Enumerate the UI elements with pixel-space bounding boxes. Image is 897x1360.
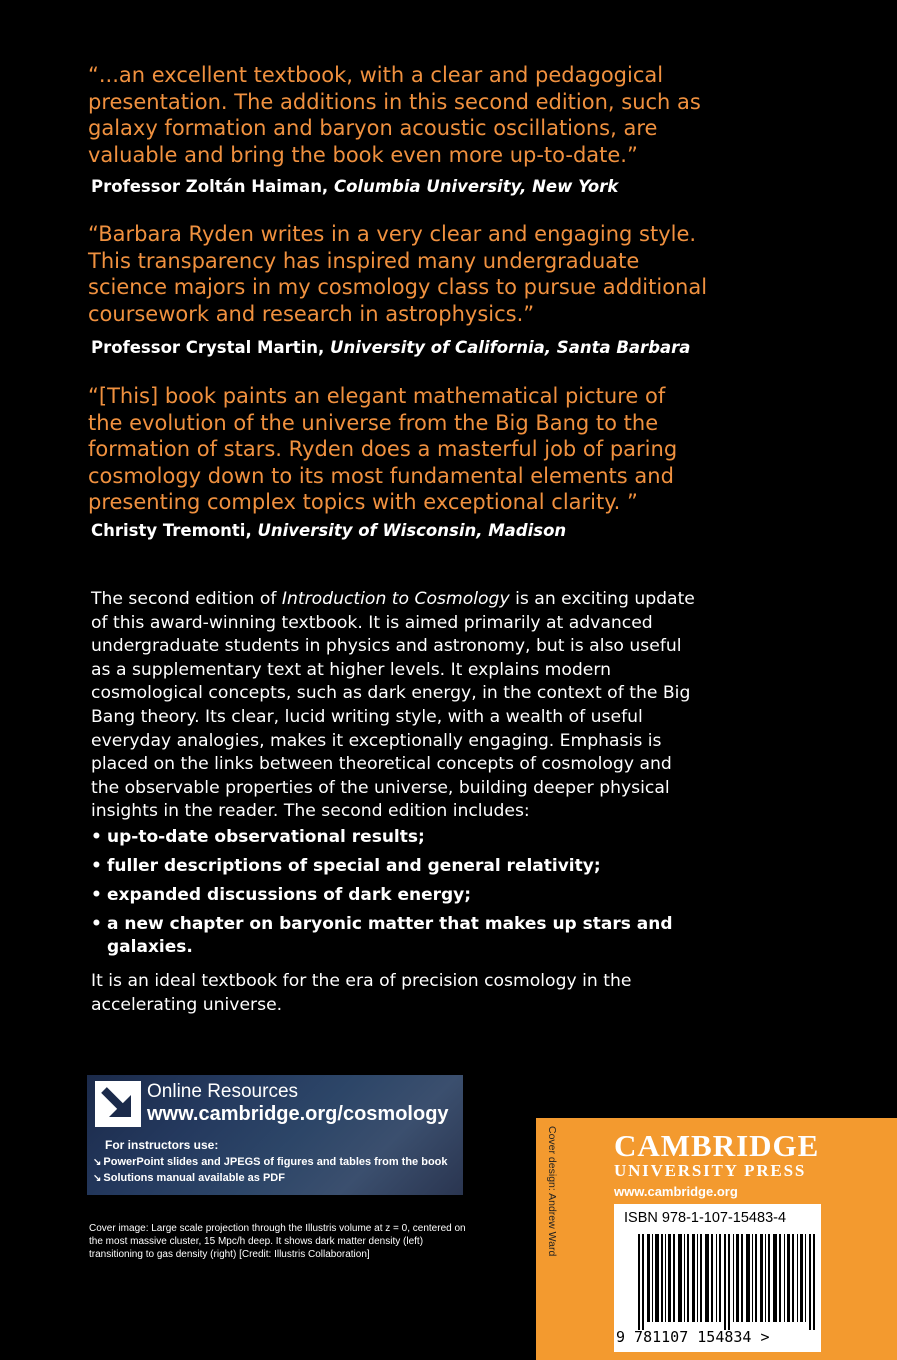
small-arrow-icon: ↘ xyxy=(93,1173,102,1184)
feature-item xyxy=(91,826,691,849)
description-intro: The second edition of xyxy=(91,589,277,609)
barcode-icon xyxy=(638,1234,816,1330)
feature-item xyxy=(91,855,691,878)
edition-features-list xyxy=(91,826,691,965)
quote-3-person: Christy Tremonti, xyxy=(91,521,252,540)
resource-item xyxy=(93,1156,448,1168)
closing-statement: It is an ideal textbook for the era of precision cosmology in the accelerating universe. xyxy=(91,971,632,1015)
bullet-icon: • xyxy=(91,856,102,876)
resource-item-text: PowerPoint slides and JPEGS of figures and tables from the book xyxy=(103,1156,448,1168)
online-resources-heading: Online Resources xyxy=(147,1081,299,1102)
publisher-subname: UNIVERSITY PRESS xyxy=(614,1161,807,1180)
publisher-url[interactable]: www.cambridge.org xyxy=(614,1184,738,1199)
resource-item-text: Solutions manual available as PDF xyxy=(103,1172,285,1184)
isbn-barcode-panel xyxy=(614,1204,821,1352)
isbn-label: ISBN 978-1-107-15483-4 xyxy=(624,1210,787,1226)
instructors-label: For instructors use: xyxy=(105,1138,219,1152)
quote-2-text: “Barbara Ryden writes in a very clear and engaging style. This transparency has inspired many undergraduate science majors in my cosmology class to pursue additional coursework and research in astrophysics.” xyxy=(88,222,708,326)
resource-item xyxy=(93,1172,285,1184)
feature-item xyxy=(91,884,691,907)
feature-item xyxy=(91,913,691,959)
barcode-digits: 9 781107 154834 > xyxy=(616,1328,770,1346)
bullet-icon: • xyxy=(91,827,102,847)
online-resources-url[interactable]: www.cambridge.org/cosmology xyxy=(147,1103,449,1125)
quote-2-attribution xyxy=(91,337,731,359)
description-book-title: Introduction to Cosmology xyxy=(281,589,510,609)
quote-2-person: Professor Crystal Martin, xyxy=(91,338,325,357)
feature-text: a new chapter on baryonic matter that makes up stars and galaxies. xyxy=(107,914,673,957)
feature-text: up-to-date observational results; xyxy=(107,827,425,847)
bullet-icon: • xyxy=(91,885,102,905)
publisher-name: CAMBRIDGE xyxy=(614,1128,820,1163)
cover-design-credit: Cover design: Andrew Ward xyxy=(546,1126,558,1257)
quote-3-text: “[This] book paints an elegant mathematical picture of the evolution of the universe from the Big Bang to the formation of stars. Ryden does a masterful job of paring cosmology down to its most fundamental elements and presenting complex topics with exceptional clarity. ” xyxy=(88,384,678,514)
description-body: is an exciting update of this award-winning textbook. It is aimed primarily at advanced undergraduate students in physics and astronomy, but is also useful as a supplementary text at higher levels. It explains modern cosmological concepts, such as dark energy, in the context of the Big Bang theory. Its clear, lucid writing style, with a wealth of useful everyday analogies, makes it exceptionally engaging. Emphasis is placed on the links between theoretical concepts of cosmology and the observable properties of the universe, building deeper physical insights in the reader. The second edition includes: xyxy=(91,589,695,822)
quote-2-affiliation: University of California, Santa Barbara xyxy=(330,338,691,357)
bullet-icon: • xyxy=(91,914,102,934)
quote-1-affiliation: Columbia University, New York xyxy=(333,177,619,196)
small-arrow-icon: ↘ xyxy=(93,1157,102,1168)
quote-1-person: Professor Zoltán Haiman, xyxy=(91,177,329,196)
feature-text: fuller descriptions of special and general relativity; xyxy=(107,856,601,876)
cover-image-credit: Cover image: Large scale projection through the Illustris volume at z = 0, centered on the most massive cluster, 15 Mpc/h deep. It shows dark matter density (left) transitioning to gas density (right) [Credit: Illustris Collaboration] xyxy=(89,1223,466,1260)
book-description xyxy=(91,588,701,824)
quote-1-text: “...an excellent textbook, with a clear and pedagogical presentation. The additions in this second edition, such as galaxy formation and baryon acoustic oscillations, are valuable and bring the book even more up-to-date.” xyxy=(88,63,701,167)
quote-3-affiliation: University of Wisconsin, Madison xyxy=(257,521,567,540)
quote-3-attribution xyxy=(91,520,731,542)
arrow-icon xyxy=(95,1081,141,1127)
feature-text: expanded discussions of dark energy; xyxy=(107,885,472,905)
quote-1-attribution xyxy=(91,176,731,198)
online-resources-box xyxy=(87,1075,463,1195)
